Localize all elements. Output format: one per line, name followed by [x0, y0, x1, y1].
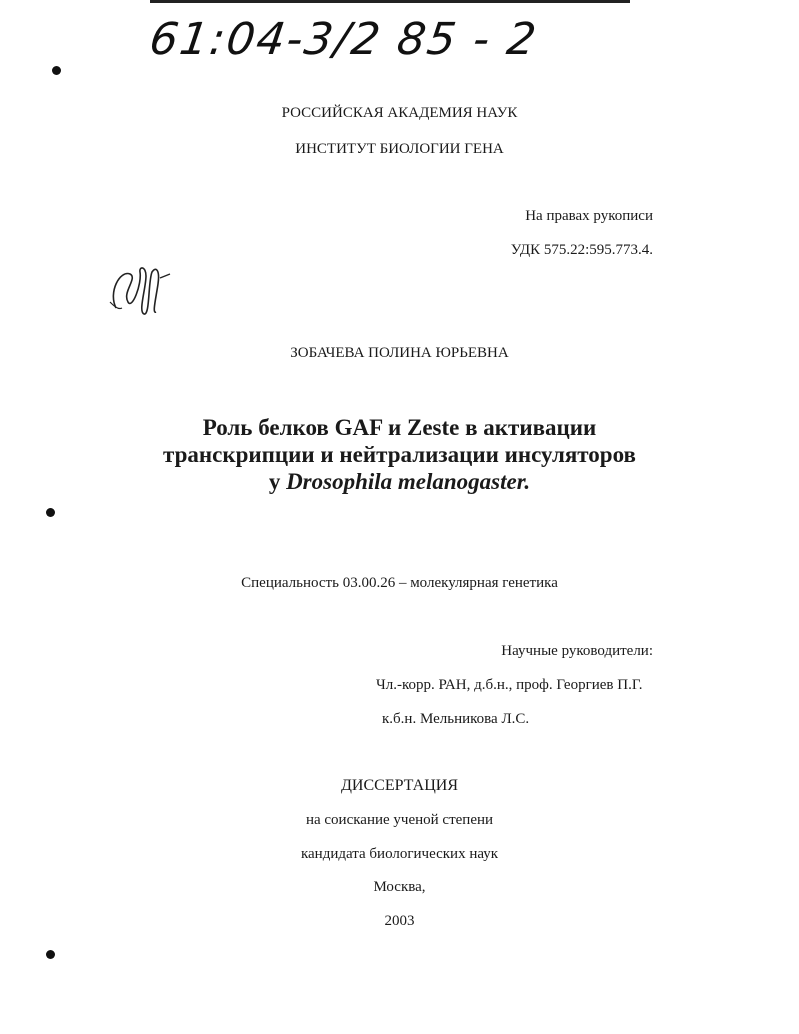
dissertation-title-line-3 [0, 467, 799, 496]
title-preposition: у [268, 469, 287, 494]
author-name: ЗОБАЧЕВА ПОЛИНА ЮРЬЕВНА [290, 345, 509, 361]
dissertation-title-line-2: транскрипции и нейтрализации инсуляторов [163, 442, 636, 467]
organization-name: РОССИЙСКАЯ АКАДЕМИЯ НАУК [281, 105, 518, 121]
degree-line-1: на соискание ученой степени [305, 812, 494, 828]
degree-line-2: кандидата биологических наук [300, 846, 499, 862]
supervisor-2: к.б.н. Мельникова Л.С. [382, 711, 530, 727]
species-name: Drosophila melanogaster. [286, 469, 531, 494]
document-type: ДИССЕРТАЦИЯ [341, 777, 458, 794]
institute-name: ИНСТИТУТ БИОЛОГИИ ГЕНА [295, 141, 504, 157]
binder-hole-middle [46, 508, 55, 517]
city: Москва, [373, 879, 426, 895]
udc-code: УДК 575.22:595.773.4. [510, 242, 653, 258]
specialty: Специальность 03.00.26 – молекулярная генетика [241, 575, 558, 591]
year: 2003 [384, 913, 415, 929]
dissertation-title-line-1: Роль белков GAF и Zeste в активации [202, 415, 597, 440]
supervisor-1: Чл.-корр. РАН, д.б.н., проф. Георгиев П.Г. [376, 677, 643, 693]
manuscript-rights-note: На правах рукописи [525, 208, 653, 224]
binder-hole-top [52, 66, 61, 75]
signature-scribble [102, 262, 172, 318]
top-edge-line [150, 0, 630, 3]
supervisors-heading: Научные руководители: [501, 643, 653, 659]
binder-hole-bottom [46, 950, 55, 959]
handwritten-archive-number: 61:04-3/2 85 - 2 [146, 14, 541, 65]
